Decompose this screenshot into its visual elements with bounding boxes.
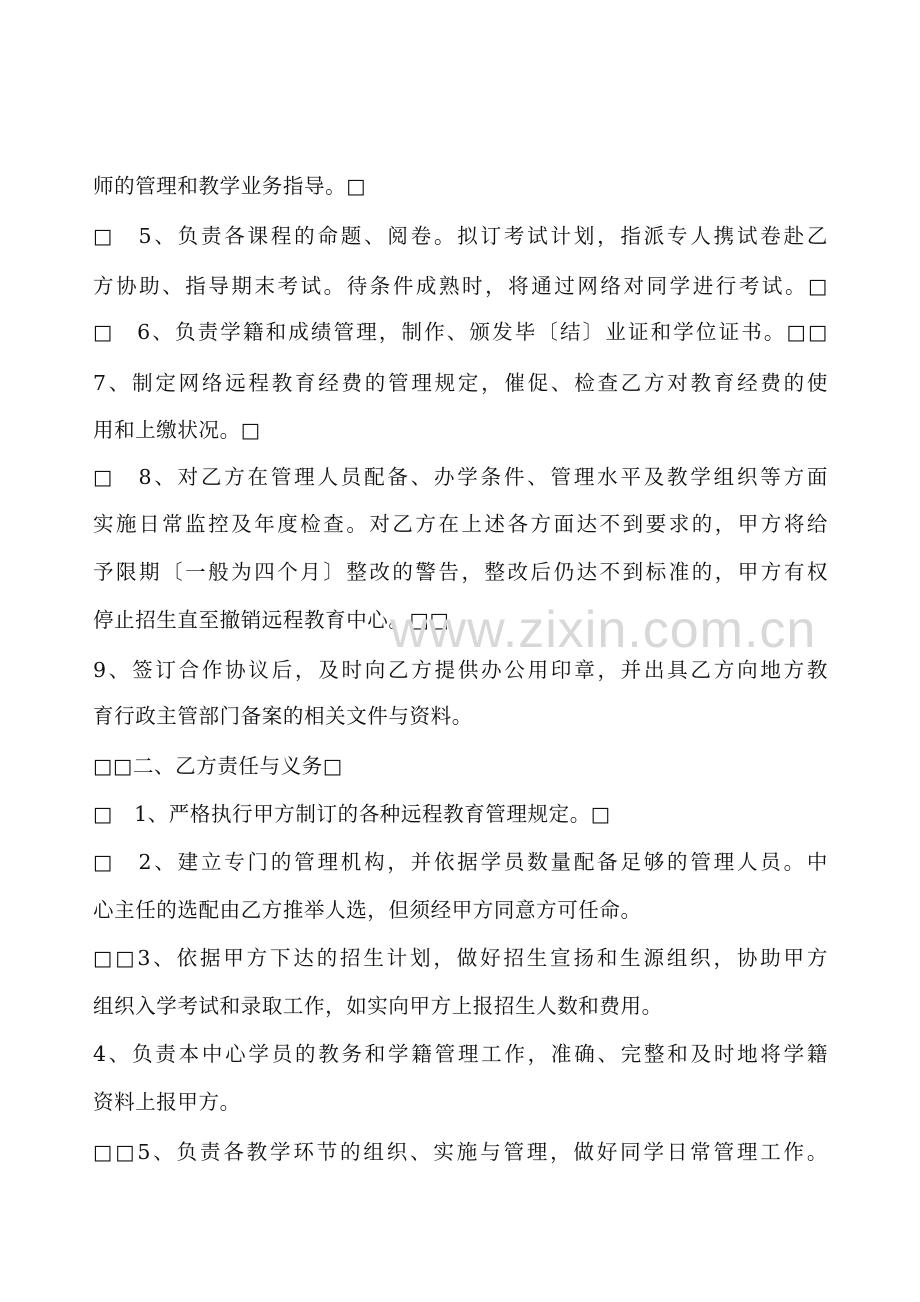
- text-line: 7、制定网络远程教育经费的管理规定，催促、检查乙方对教育经费的使: [93, 371, 828, 395]
- text-line: □ 5、负责各课程的命题、阅卷。拟订考试计划，指派专人携试卷赴乙: [93, 224, 828, 248]
- text-line: 用和上缴状况。□: [93, 418, 261, 442]
- text-line: 育行政主管部门备案的相关文件与资料。: [93, 704, 473, 728]
- text-line: 停止招生直至撤销远程教育中心。□□: [93, 608, 450, 632]
- text-line: □ 6、负责学籍和成绩管理，制作、颁发毕〔结〕业证和学位证书。□□: [93, 320, 828, 344]
- text-line: □□5、负责各教学环节的组织、实施与管理，做好同学日常管理工作。: [93, 1140, 828, 1164]
- text-line: 予限期〔一般为四个月〕整改的警告，整改后仍达不到标准的，甲方有权: [93, 560, 828, 584]
- text-line: 实施日常监控及年度检查。对乙方在上述各方面达不到要求的，甲方将给: [93, 512, 828, 536]
- text-line: 资料上报甲方。: [93, 1090, 241, 1114]
- text-line: 方协助、指导期末考试。待条件成熟时，将通过网络对同学进行考试。□: [93, 274, 828, 298]
- text-line: 9、签订合作协议后，及时向乙方提供办公用印章，并出具乙方向地方教: [93, 658, 828, 682]
- text-line: □ 8、对乙方在管理人员配备、办学条件、管理水平及教学组织等方面: [93, 465, 828, 489]
- watermark: www.zixin.com.cn: [390, 601, 817, 659]
- text-line: □ 1、严格执行甲方制订的各种远程教育管理规定。□: [93, 802, 611, 826]
- text-line: □ 2、建立专门的管理机构，并依据学员数量配备足够的管理人员。中: [93, 850, 828, 874]
- text-line: 组织入学考试和录取工作，如实向甲方上报招生人数和费用。: [93, 994, 663, 1018]
- text-line: 心主任的选配由乙方推举人选，但须经甲方同意方可任命。: [93, 898, 642, 922]
- text-line: 师的管理和教学业务指导。□: [93, 174, 367, 198]
- text-line: 4、负责本中心学员的教务和学籍管理工作，准确、完整和及时地将学籍: [93, 1042, 828, 1066]
- section-heading: □□二、乙方责任与义务□: [93, 754, 343, 778]
- text-line: □□3、依据甲方下达的招生计划，做好招生宣扬和生源组织，协助甲方: [93, 946, 828, 970]
